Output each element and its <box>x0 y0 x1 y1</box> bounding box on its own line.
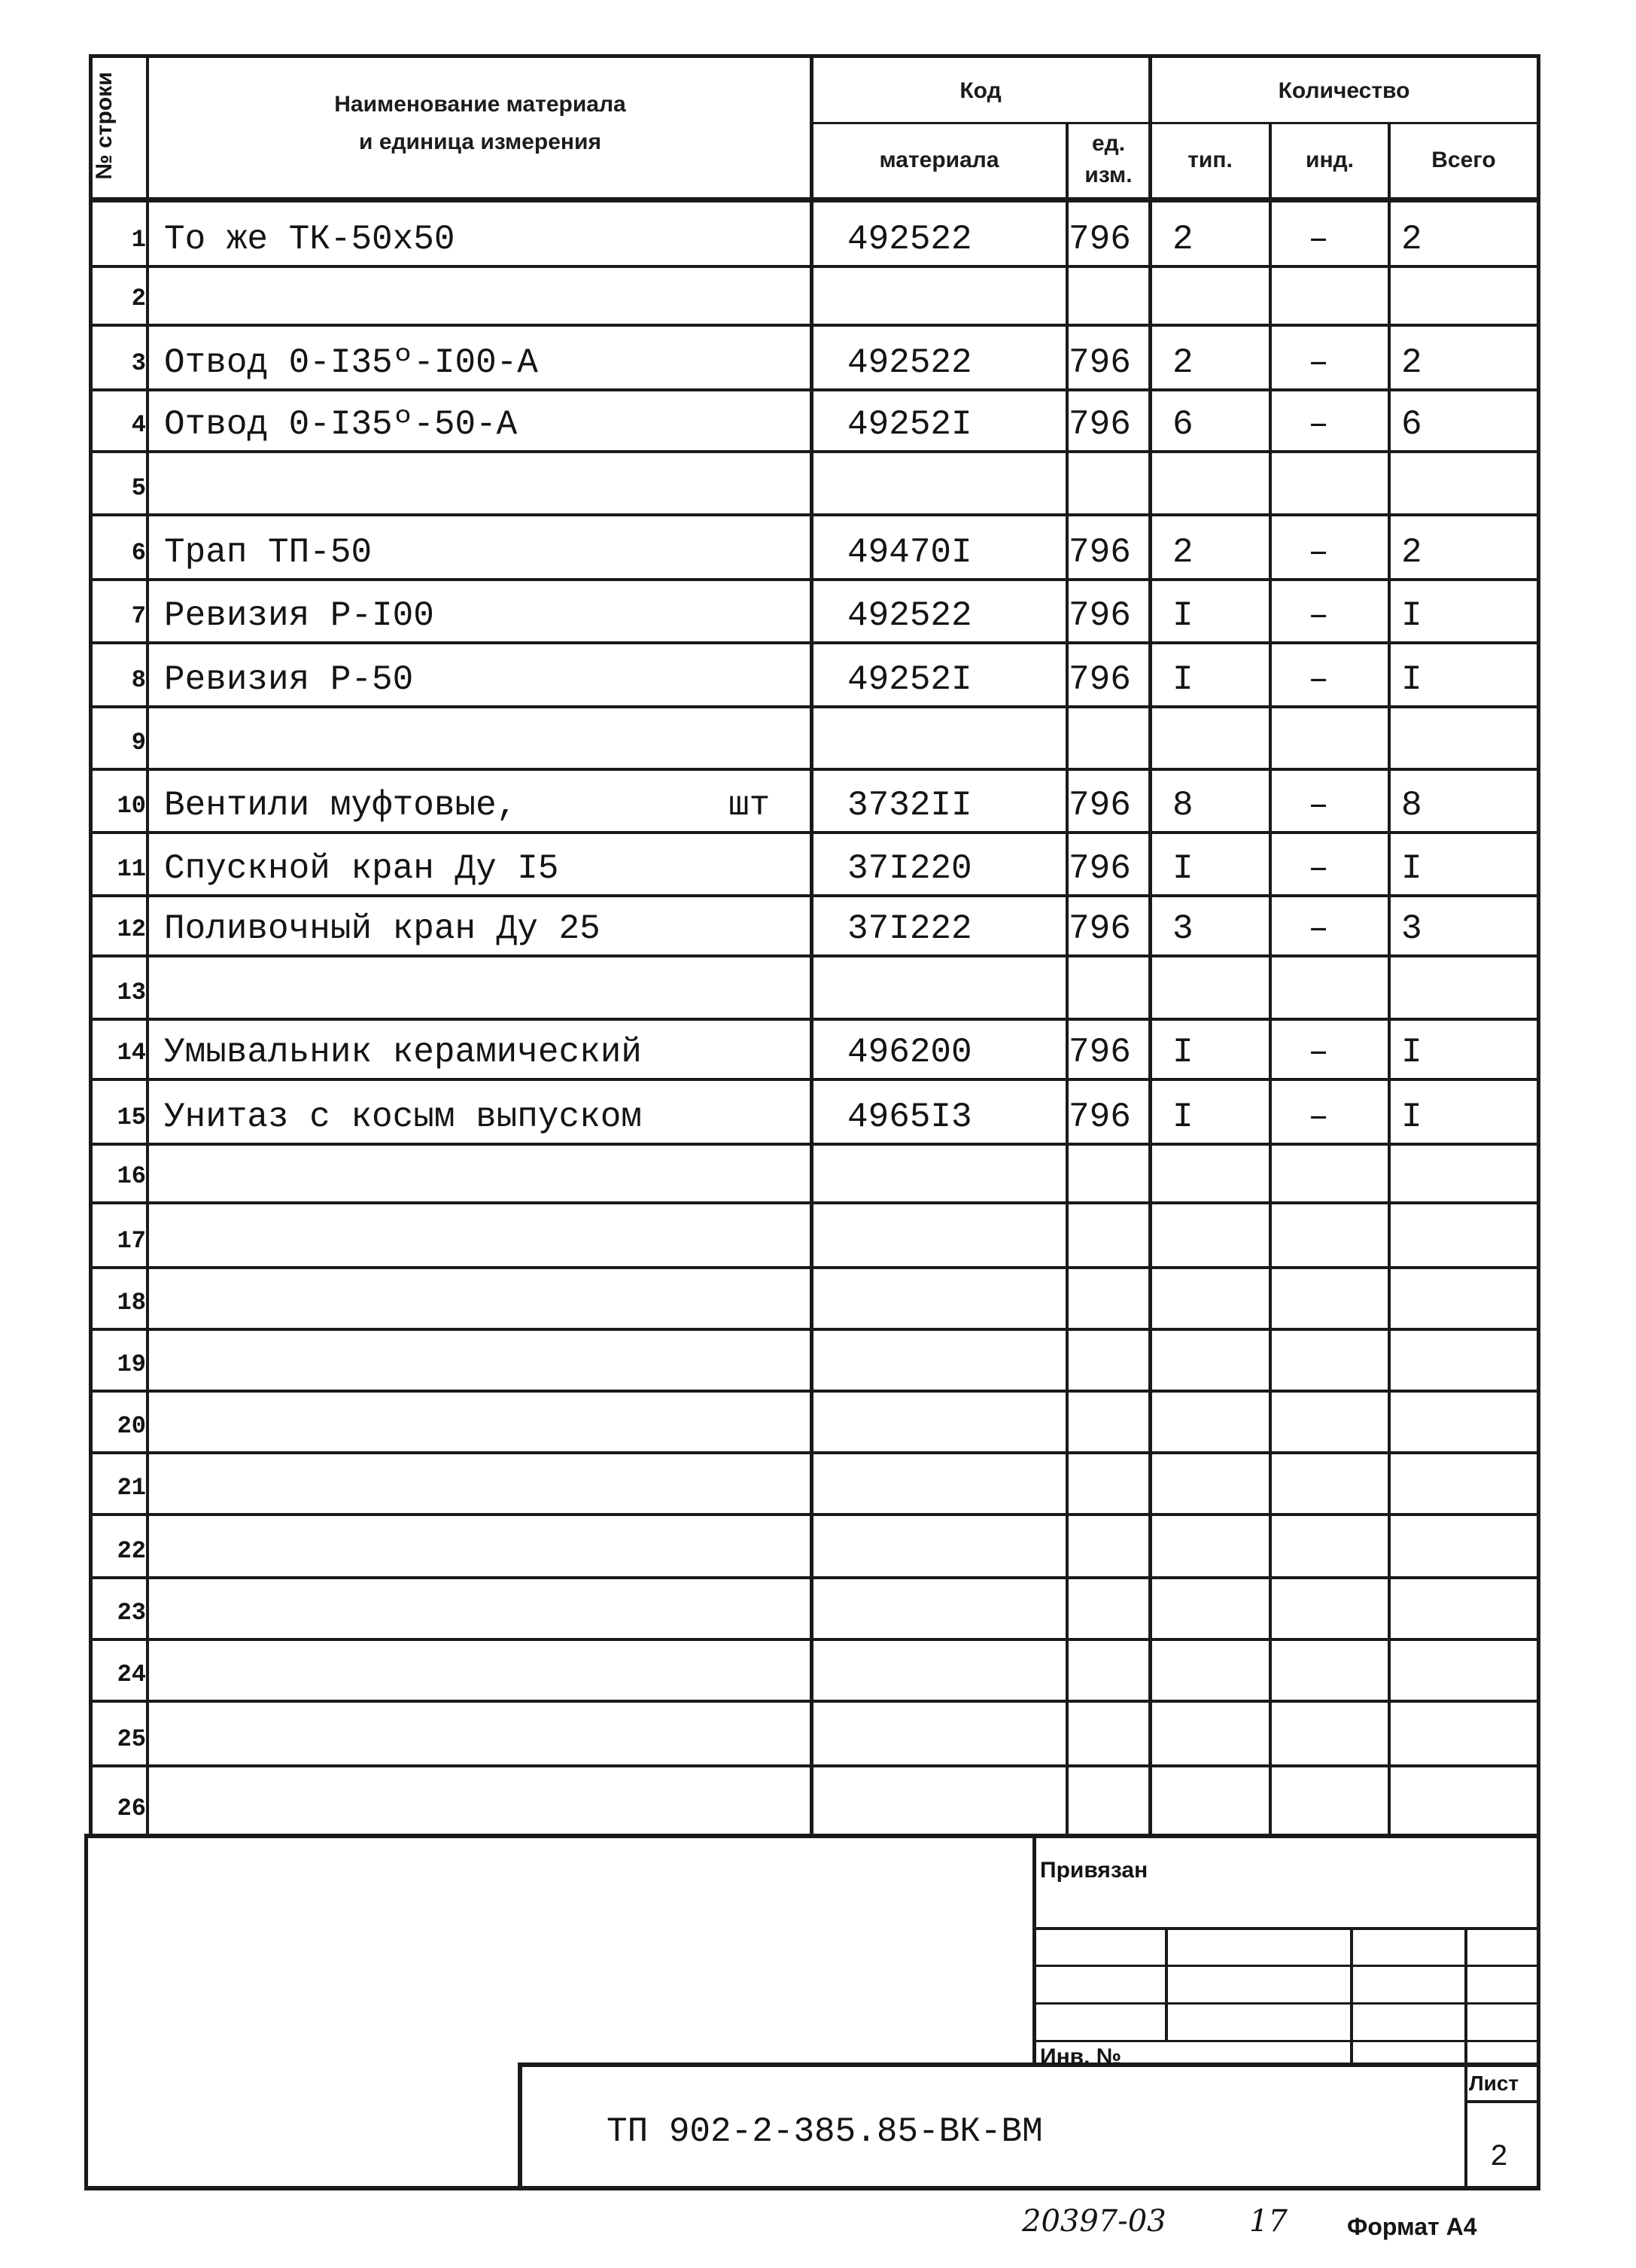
table-row <box>89 265 1537 324</box>
name-header-line2: и единица измерения <box>359 129 601 154</box>
qty-ind: – <box>1308 1033 1329 1072</box>
format-label: Формат А4 <box>1347 2213 1477 2240</box>
qty-ind: – <box>1308 220 1329 259</box>
row-number: 9 <box>131 729 146 757</box>
table-row <box>89 1390 1537 1451</box>
qty-typ: I <box>1172 1097 1194 1137</box>
qty-typ: 8 <box>1172 786 1194 825</box>
unit-label: шт <box>728 786 771 825</box>
measure-code: 796 <box>1069 849 1131 888</box>
qty-ind: – <box>1308 849 1329 888</box>
table-row <box>89 1018 1537 1078</box>
row-number: 14 <box>117 1039 146 1067</box>
measure-code: 796 <box>1069 786 1131 825</box>
table-row <box>89 450 1537 513</box>
row-number: 1 <box>131 226 146 254</box>
table-row <box>89 831 1537 894</box>
qty-typ: I <box>1172 1033 1194 1072</box>
row-number: 16 <box>117 1162 146 1190</box>
table-row <box>89 641 1537 705</box>
material-code: 49252I <box>847 405 972 444</box>
table-row <box>89 954 1537 1018</box>
measure-code: 796 <box>1069 1033 1131 1072</box>
table-row <box>89 1700 1537 1764</box>
material-name: Отвод 0-I35º-50-А <box>164 405 518 444</box>
qty-ind: – <box>1308 786 1329 825</box>
qty-total: I <box>1401 849 1422 888</box>
qty-total: 2 <box>1401 220 1422 259</box>
material-code: 492522 <box>847 596 972 635</box>
table-row <box>89 513 1537 578</box>
row-number-header: № строки <box>92 72 117 180</box>
handwritten-number: 20397-03 <box>1022 2204 1166 2239</box>
qty-total: I <box>1401 1033 1422 1072</box>
material-code: 37I222 <box>847 909 972 948</box>
row-number: 2 <box>131 285 146 312</box>
code-group-header: Код <box>959 78 1002 103</box>
row-number: 24 <box>117 1661 146 1688</box>
row-number: 21 <box>117 1474 146 1502</box>
material-name: Ревизия Р-I00 <box>164 596 434 635</box>
row-number: 23 <box>117 1599 146 1627</box>
table-row <box>89 578 1537 641</box>
measure-code: 796 <box>1069 909 1131 948</box>
row-number: 6 <box>131 539 146 567</box>
row-number: 10 <box>117 792 146 820</box>
qty-total: I <box>1401 660 1422 699</box>
row-number: 3 <box>131 349 146 377</box>
row-number: 25 <box>117 1725 146 1753</box>
sheet-number: 2 <box>1490 2141 1509 2175</box>
material-code: 492522 <box>847 343 972 382</box>
material-name: Ревизия Р-50 <box>164 660 414 699</box>
qty-typ: 2 <box>1172 533 1194 572</box>
table-row <box>89 1451 1537 1513</box>
qty-typ: I <box>1172 660 1194 699</box>
inventory-number-label: Инв. № <box>1040 2044 1122 2069</box>
measure-code: 796 <box>1069 533 1131 572</box>
row-number: 19 <box>117 1350 146 1378</box>
qty-typ: 6 <box>1172 405 1194 444</box>
qty-total: I <box>1401 1097 1422 1137</box>
row-number: 5 <box>131 474 146 502</box>
row-number: 13 <box>117 979 146 1006</box>
table-row <box>89 1638 1537 1700</box>
handwritten-sheet: 17 <box>1249 2204 1288 2239</box>
qty-typ: 3 <box>1172 909 1194 948</box>
row-number: 26 <box>117 1795 146 1822</box>
qty-typ: I <box>1172 596 1194 635</box>
qty-ind: – <box>1308 533 1329 572</box>
row-number: 4 <box>131 411 146 439</box>
qty-typ: I <box>1172 849 1194 888</box>
material-code: 496200 <box>847 1033 972 1072</box>
material-name: Унитаз с косым выпуском <box>164 1097 642 1137</box>
qty-ind: – <box>1308 909 1329 948</box>
table-row <box>89 1764 1537 1834</box>
code-unit-header-line2: изм. <box>1084 163 1133 187</box>
qty-group-header: Количество <box>1278 78 1410 103</box>
table-row <box>89 202 1537 265</box>
code-unit-header-line1: ед. <box>1091 131 1126 156</box>
table-row <box>89 1328 1537 1390</box>
row-number: 15 <box>117 1104 146 1131</box>
qty-ind: – <box>1308 405 1329 444</box>
qty-total: 2 <box>1401 533 1422 572</box>
linked-label: Привязан <box>1040 1858 1148 1883</box>
table-row <box>89 768 1537 831</box>
row-number: 8 <box>131 666 146 694</box>
row-number: 20 <box>117 1412 146 1440</box>
material-name: То же ТК-50х50 <box>164 220 455 259</box>
material-code: 37I220 <box>847 849 972 888</box>
qty-ind: – <box>1308 343 1329 382</box>
material-name: Спускной кран Ду I5 <box>164 849 559 888</box>
qty-typ: 2 <box>1172 343 1194 382</box>
qty-total: 8 <box>1401 786 1422 825</box>
row-number: 18 <box>117 1289 146 1317</box>
qty-total: I <box>1401 596 1422 635</box>
measure-code: 796 <box>1069 1097 1131 1137</box>
measure-code: 796 <box>1069 220 1131 259</box>
table-row <box>89 1513 1537 1576</box>
row-number: 17 <box>117 1227 146 1255</box>
qty-total: 2 <box>1401 343 1422 382</box>
material-code: 49252I <box>847 660 972 699</box>
measure-code: 796 <box>1069 343 1131 382</box>
material-name: Трап ТП-50 <box>164 533 373 572</box>
material-name: Поливочный кран Ду 25 <box>164 909 601 948</box>
table-row <box>89 1078 1537 1143</box>
name-header-line1: Наименование материала <box>334 92 626 117</box>
material-code: 49470I <box>847 533 972 572</box>
material-code: 3732II <box>847 786 972 825</box>
material-code: 492522 <box>847 220 972 259</box>
sheet-label: Лист <box>1469 2072 1519 2095</box>
material-name: Вентили муфтовые, <box>164 786 518 825</box>
table-row <box>89 1201 1537 1266</box>
material-name: Умывальник керамический <box>164 1033 642 1072</box>
material-name: Отвод 0-I35º-I00-А <box>164 343 538 382</box>
table-row <box>89 324 1537 388</box>
qty-typ-header: тип. <box>1187 148 1233 172</box>
row-number: 22 <box>117 1537 146 1565</box>
measure-code: 796 <box>1069 660 1131 699</box>
qty-total: 6 <box>1401 405 1422 444</box>
qty-ind-header: инд. <box>1306 148 1354 172</box>
code-material-header: материала <box>879 148 999 172</box>
qty-ind: – <box>1308 1097 1329 1137</box>
table-row <box>89 705 1537 768</box>
table-row <box>89 1143 1537 1201</box>
qty-ind: – <box>1308 660 1329 699</box>
row-number: 7 <box>131 602 146 630</box>
qty-total: 3 <box>1401 909 1422 948</box>
table-row <box>89 1266 1537 1328</box>
material-code: 4965I3 <box>847 1097 972 1137</box>
measure-code: 796 <box>1069 405 1131 444</box>
measure-code: 796 <box>1069 596 1131 635</box>
qty-typ: 2 <box>1172 220 1194 259</box>
qty-total-header: Всего <box>1431 148 1496 172</box>
table-row <box>89 1576 1537 1638</box>
table-row <box>89 388 1537 450</box>
row-number: 11 <box>117 855 146 883</box>
document-number: ТП 902-2-385.85-ВК-ВМ <box>607 2112 1043 2151</box>
qty-ind: – <box>1308 596 1329 635</box>
row-number: 12 <box>117 915 146 943</box>
table-row <box>89 894 1537 954</box>
